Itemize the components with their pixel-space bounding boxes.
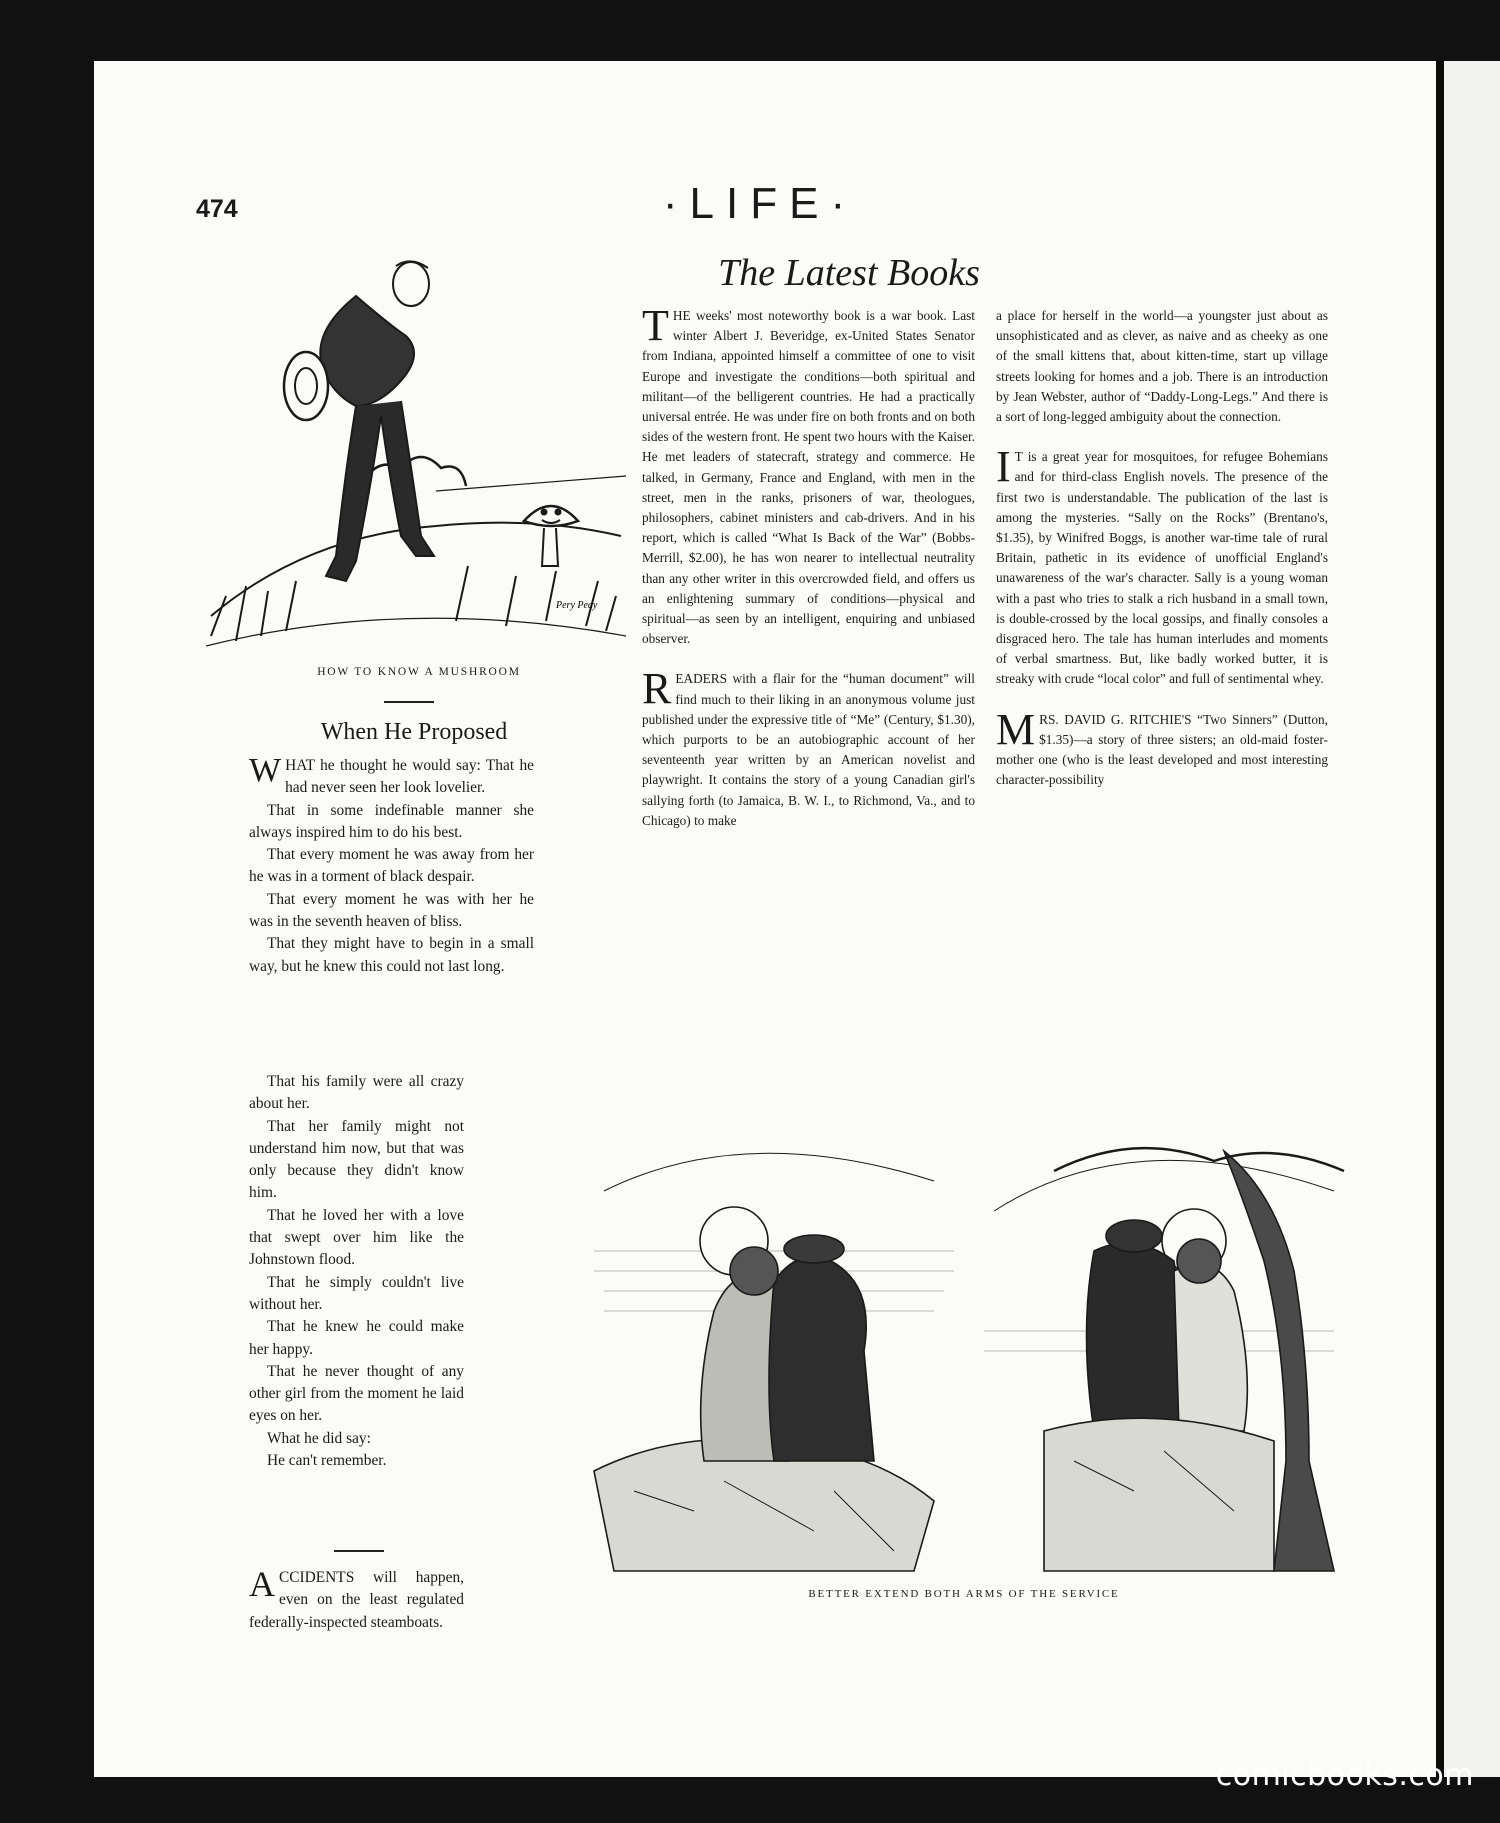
- poem-line: That in some indefinable manner she always inspired him to do his best.: [249, 801, 534, 841]
- masthead: ·LIFE·: [662, 179, 858, 228]
- drop-cap-m: M: [996, 704, 1036, 754]
- page-number: 474: [196, 195, 238, 223]
- cartoon-signature: Pery Peay: [556, 600, 598, 611]
- poem-lead: HAT he thought he would say: That he had never seen her look lovelier.: [285, 757, 534, 797]
- accidents-drop-cap: A: [249, 1564, 275, 1604]
- section-title: The Latest Books: [718, 252, 980, 294]
- mushroom-caption: HOW TO KNOW A MUSHROOM: [317, 666, 521, 678]
- divider-rule: [384, 701, 434, 703]
- drop-cap-t: T: [642, 301, 669, 350]
- couples-cartoon: [574, 1131, 1364, 1581]
- drop-cap-r: R: [642, 664, 672, 714]
- accidents-text: CCIDENTS will happen, even on the least regulated federally-inspected steamboats.: [249, 1569, 464, 1631]
- poem-line: That he simply couldn't live without her.: [249, 1273, 464, 1313]
- poem-drop-cap: W: [249, 752, 282, 789]
- poem-line: That he loved her with a love that swept over him like the Johnstown flood.: [249, 1206, 464, 1269]
- accidents-paragraph: [249, 1564, 464, 1634]
- magazine-page: [94, 61, 1438, 1777]
- poem-body-narrow: [249, 1071, 464, 1472]
- drop-cap-i: I: [996, 442, 1011, 492]
- poem-line: That they might have to begin in a small way, but he knew this could not last long.: [249, 935, 534, 975]
- poem-line: That his family were all crazy about her.: [249, 1073, 464, 1113]
- mushroom-cartoon: [206, 236, 626, 706]
- poem-line: That every moment he was with her he was in the seventh heaven of bliss.: [249, 890, 534, 931]
- poem-body: [249, 752, 534, 978]
- poem-line: That every moment he was away from her he was in a torment of black despair.: [249, 846, 534, 886]
- review-column-2: [996, 306, 1328, 790]
- poem-line: That her family might not understand him now, but that was only because they didn't know him.: [249, 1117, 464, 1202]
- review-paragraph: HE weeks' most noteworthy book is a war book. Last winter Albert J. Beveridge, ex-United States Senator from Indiana, appointed himself a committee of one to visit Europe and investigate the conditions—both spiritual and militant—of the belligerent countries. He had a practically universal entrée. He was under fire on both fronts and on both sides of the western front. He spent two hours with the Kaiser. He met leaders of statecraft, strategy and commerce. He talked, in Germany, France and England, with men in the street, men in the ranks, prisoners of war, theologues, philosophers, cabinet ministers and cab-drivers. And in his report, which is called “What Is Back of the War” (Bobbs-Merrill, $2.00), he has won nearer to intellectual neutrality than any other writer in this overcrowded field, and offers us an enlightening summary of conditions—physical and spiritual—as seen by an intelligent, enquiring and unbiased observer.: [642, 308, 975, 647]
- poem-line: That he never thought of any other girl from the moment he laid eyes on her.: [249, 1362, 464, 1425]
- poem-title: When He Proposed: [320, 719, 508, 745]
- review-paragraph: EADERS with a flair for the “human document” will find much to their liking in an anonymous volume just published under the expressive title of “Me” (Century, $1.30), which purports to be an autobiographic account of her seventeenth year written by an American novelist and playwright. It contains the story of a young Canadian girl's sallying forth (to Jamaica, B. W. I., to Richmond, Va., and to Chicago) to make: [642, 671, 975, 828]
- poem-line: That he knew he could make her happy.: [249, 1318, 464, 1358]
- review-paragraph: a place for herself in the world—a youngster just about as unsophisticated and as clever, as naive and as cheeky as one of the small kittens that, about kitten-time, start up village streets looking for homes and a job. There is an introduction by Jean Webster, author of “Daddy-Long-Legs.” And there is a sort of long-legged ambiguity about the connection.: [996, 308, 1328, 425]
- review-paragraph: T is a great year for mosquitoes, for refugee Bohemians and for third-class English novels. The presence of the first two is understandable. The publication of the last is among the mysteries. “Sally on the Rocks” (Brentano's, $1.35), by Winifred Boggs, is another war-time tale of rural Britain, pathetic in its evidence of unofficial England's unawareness of the war's character. Sally is a young woman with a past who tries to stalk a rich husband in a small town, is double-crossed by the local gossips, and finally consoles a disgraced hero. The tale has human interludes and moments of verbal smartness. But, like badly worked butter, it is streaky with crude “local color” and full of sentimental whey.: [996, 449, 1328, 687]
- review-column-1: [642, 301, 975, 831]
- couples-caption: BETTER EXTEND BOTH ARMS OF THE SERVICE: [808, 1588, 1120, 1600]
- watermark: comicbooks.com: [1215, 1758, 1474, 1793]
- adjacent-page-edge: [1444, 61, 1500, 1777]
- divider-rule: [334, 1550, 384, 1552]
- poem-line: What he did say:: [267, 1429, 371, 1447]
- review-paragraph: RS. DAVID G. RITCHIE'S “Two Sinners” (Dutton, $1.35)—a story of three sisters; an old-maid foster-mother one (who is the least developed and most interesting character-possibility: [996, 711, 1328, 788]
- poem-line: He can't remember.: [267, 1452, 387, 1470]
